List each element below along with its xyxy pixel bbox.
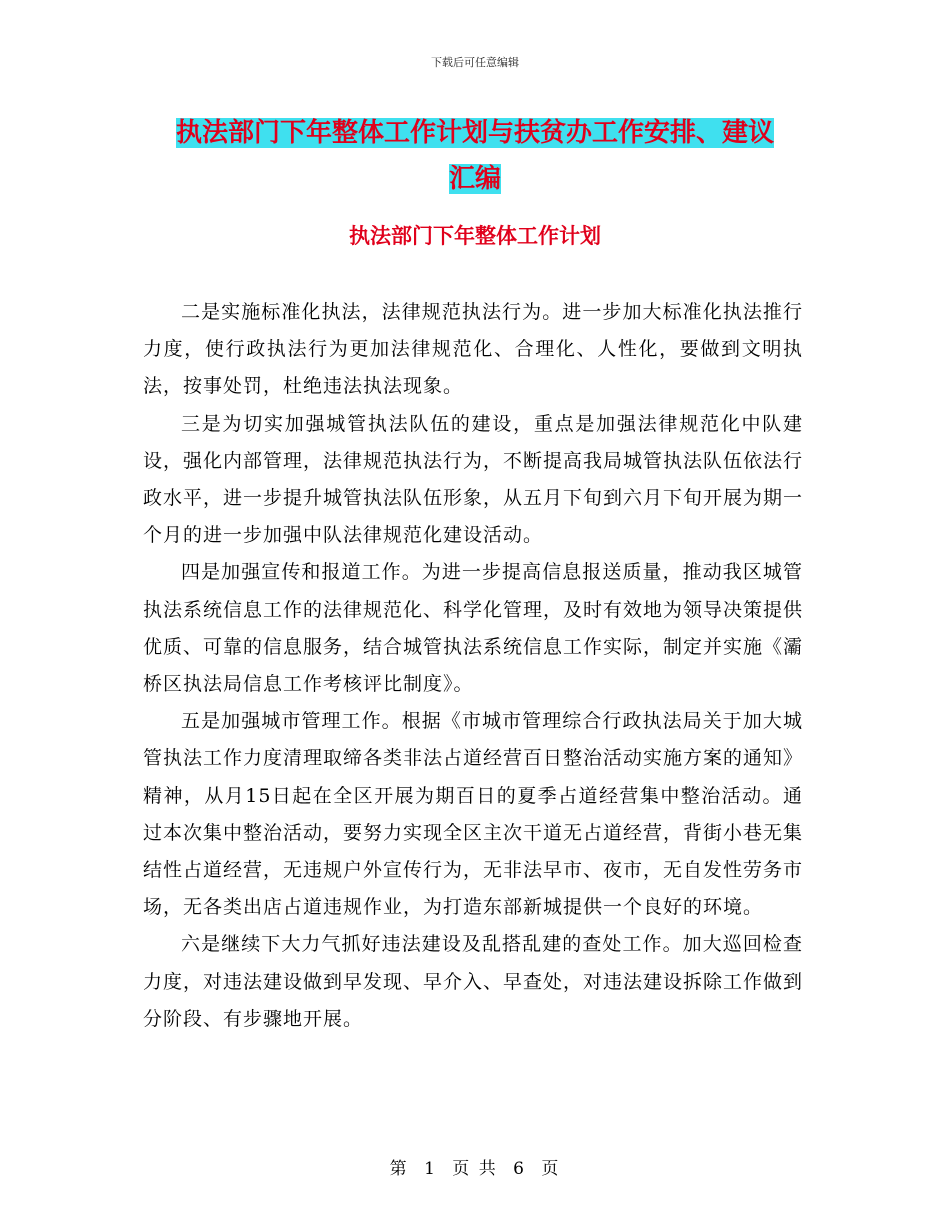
paragraph-2: 二是实施标准化执法，法律规范执法行为。进一步加大标准化执法推行力度，使行政执法行为更加法律规范化、合理化、人性化，要做到文明执法，按事处罚，杜绝违法执法现象。 xyxy=(143,301,803,398)
document-title-line-2: 汇编 xyxy=(448,164,501,194)
header-note: 下载后可任意编辑 xyxy=(431,56,519,69)
section-title: 执法部门下年整体工作计划 xyxy=(349,224,601,248)
body-text xyxy=(143,294,803,1038)
page-mid: 页 共 xyxy=(452,1159,498,1179)
paragraph-5: 五是加强城市管理工作。根据《市城市管理综合行政执法局关于加大城管执法工作力度清理取缔各类非法占道经营百日整治活动实施方案的通知》精神，从月15日起在全区开展为期百日的夏季占道经营集中整治活动。通过本次集中整治活动，要努力实现全区主次干道无占道经营，背街小巷无集结性占道经营，无违规户外宣传行为，无非法早市、夜市，无自发性劳务市场，无各类出店占道违规作业，为打造东部新城提供一个良好的环境。 xyxy=(143,710,804,919)
page-current: 1 xyxy=(424,1159,437,1179)
paragraph-4: 四是加强宣传和报道工作。为进一步提高信息报送质量，推动我区城管执法系统信息工作的法律规范化、科学化管理，及时有效地为领导决策提供优质、可靠的信息服务，结合城管执法系统信息工作实际，制定并实施《灞桥区执法局信息工作考核评比制度》。 xyxy=(143,561,804,696)
document-title-line-1: 执法部门下年整体工作计划与扶贫办工作安排、建议 xyxy=(175,118,774,148)
paragraph-6: 六是继续下大力气抓好违法建设及乱搭乱建的查处工作。加大巡回检查力度，对违法建设做到早发现、早介入、早查处，对违法建设拆除工作做到分阶段、有步骤地开展。 xyxy=(143,933,804,1030)
page-footer xyxy=(0,1154,950,1179)
paragraph-3: 三是为切实加强城管执法队伍的建设，重点是加强法律规范化中队建设，强化内部管理，法律规范执法行为，不断提高我局城管执法队伍依法行政水平，进一步提升城管执法队伍形象，从五月下旬到六月下旬开展为期一个月的进一步加强中队法律规范化建设活动。 xyxy=(143,412,804,547)
document-title xyxy=(140,110,810,202)
page-prefix: 第 xyxy=(389,1159,409,1179)
page-total: 6 xyxy=(513,1159,526,1179)
page-suffix: 页 xyxy=(541,1159,561,1179)
